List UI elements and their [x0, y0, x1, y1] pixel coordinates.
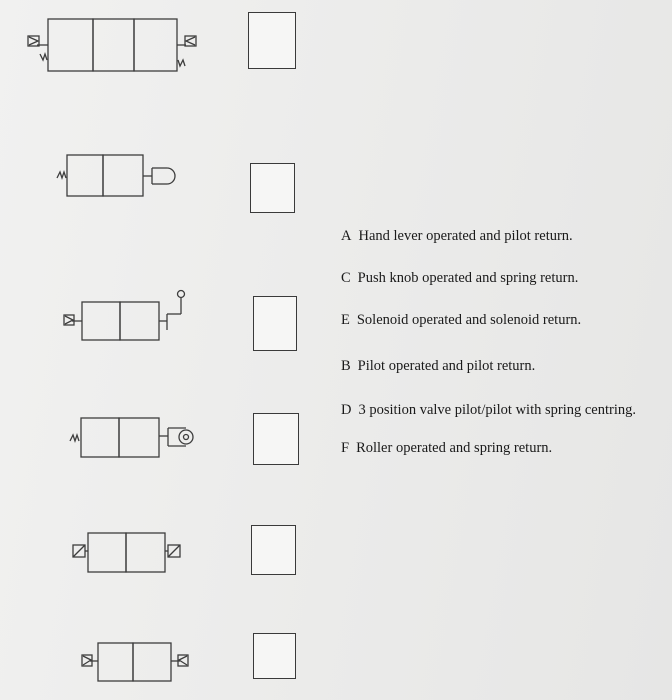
answer-box-1[interactable] — [248, 12, 296, 69]
option-letter: B — [341, 358, 351, 374]
option-d — [341, 402, 636, 419]
answer-box-5[interactable] — [251, 525, 296, 575]
option-f — [341, 440, 552, 457]
option-c — [341, 270, 578, 287]
option-text: Solenoid operated and solenoid return. — [356, 312, 582, 328]
option-letter: A — [341, 228, 352, 244]
valve-symbol-1 — [28, 19, 196, 71]
valve-symbol-5 — [73, 533, 180, 572]
option-letter: F — [341, 440, 350, 456]
option-letter: D — [341, 402, 352, 418]
answer-box-6[interactable] — [253, 633, 296, 679]
option-text: 3 position valve pilot/pilot with spring centring. — [358, 402, 636, 418]
option-text: Push knob operated and spring return. — [357, 270, 579, 286]
answer-box-4[interactable] — [253, 413, 299, 465]
option-e — [341, 312, 581, 329]
valve-symbol-2 — [57, 155, 175, 196]
option-b — [341, 358, 535, 375]
valve-symbol-4 — [70, 418, 193, 457]
answer-box-2[interactable] — [250, 163, 295, 213]
option-text: Hand lever operated and pilot return. — [358, 228, 573, 244]
answer-box-3[interactable] — [253, 296, 297, 351]
option-letter: E — [341, 312, 350, 328]
option-a — [341, 228, 573, 245]
option-letter: C — [341, 270, 351, 286]
option-text: Roller operated and spring return. — [356, 440, 553, 456]
option-text: Pilot operated and pilot return. — [357, 358, 536, 374]
valve-symbol-3 — [64, 291, 185, 341]
valve-symbol-6 — [82, 643, 188, 681]
